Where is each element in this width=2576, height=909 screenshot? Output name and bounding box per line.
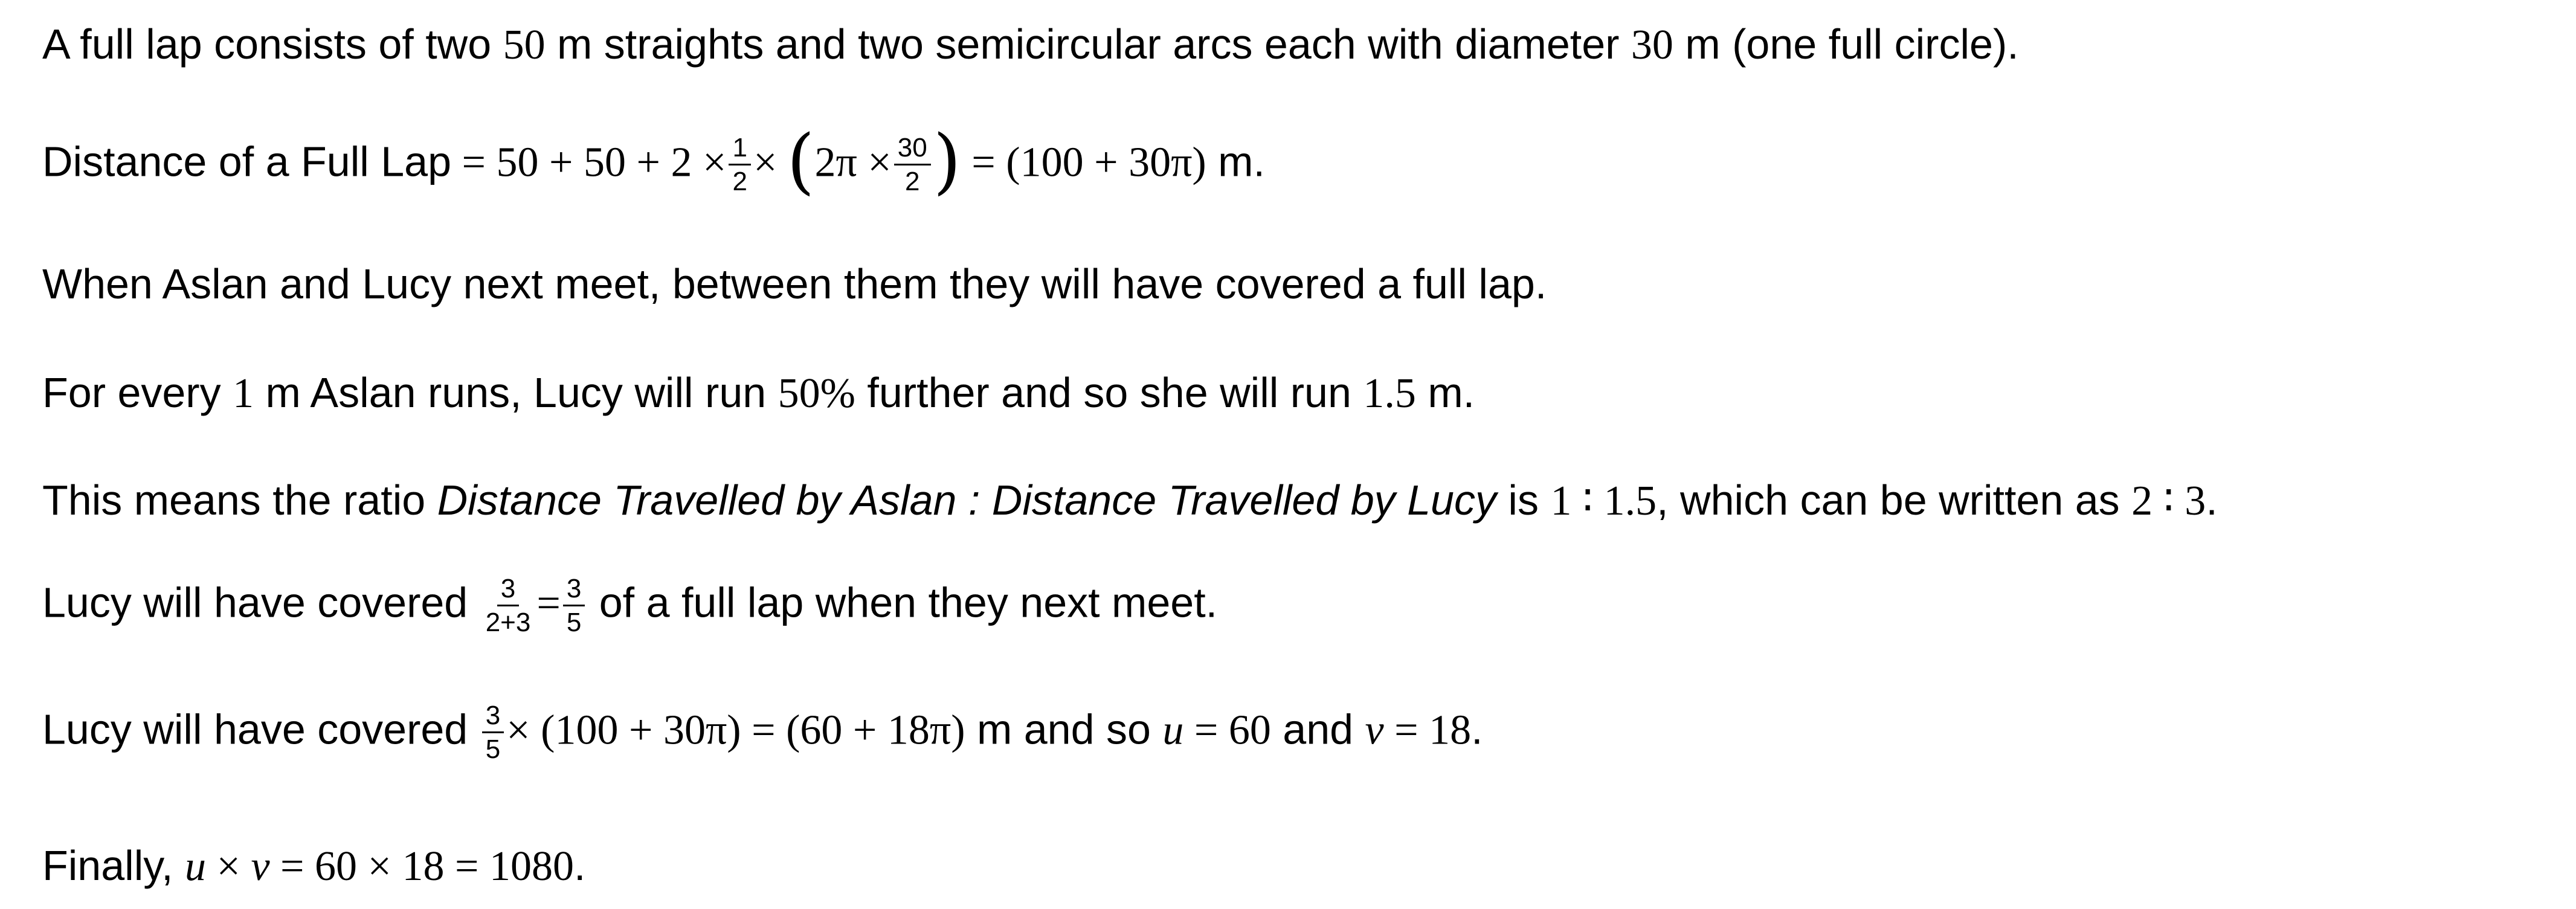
fraction-three-fifths-2: $\frac{3}{5}$ <box>482 701 504 765</box>
fraction-three-fifths: $\frac{3}{5}$ <box>563 574 585 638</box>
paragraph-speed-ratio: For every 1 m Aslan runs, Lucy will run 50% further and so she will run 1.5 m. <box>42 369 1475 417</box>
paragraph-lap-description: A full lap consists of two 50 m straights and two semicircular arcs each with diameter 30 m (one full circle). <box>42 21 2019 68</box>
fraction-one-half: $\frac{1}{2}$ <box>729 133 750 197</box>
paragraph-lucy-fraction: Lucy will have covered $\frac{3}{2+3}$ = $\frac{3}{5}$ of a full lap when they next meet. <box>42 574 1218 638</box>
paragraph-full-lap-distance: Distance of a Full Lap = 50 + 50 + 2 × $\frac{1}{2}$ × (2π × $\frac{30}{2}$ ) = (100 + 30π) m. <box>42 119 1265 202</box>
fraction-three-over-two-plus-three: $\frac{3}{2+3}$ <box>485 574 531 638</box>
paragraph-lucy-distance: Lucy will have covered $\frac{3}{5}$ × (100 + 30π) = (60 + 18π) m and so u = 60 and v = 18. <box>42 701 1483 765</box>
fraction-thirty-halves: $\frac{30}{2}$ <box>894 133 931 197</box>
paragraph-final-answer: Finally, u × v = 60 × 18 = 1080. <box>42 842 586 890</box>
paragraph-meeting: When Aslan and Lucy next meet, between them they will have covered a full lap. <box>42 260 1547 307</box>
paragraph-distance-ratio: This means the ratio Distance Travelled by Aslan : Distance Travelled by Lucy is 1 ∶ 1.5, which can be written as 2 ∶ 3. <box>42 477 2218 524</box>
